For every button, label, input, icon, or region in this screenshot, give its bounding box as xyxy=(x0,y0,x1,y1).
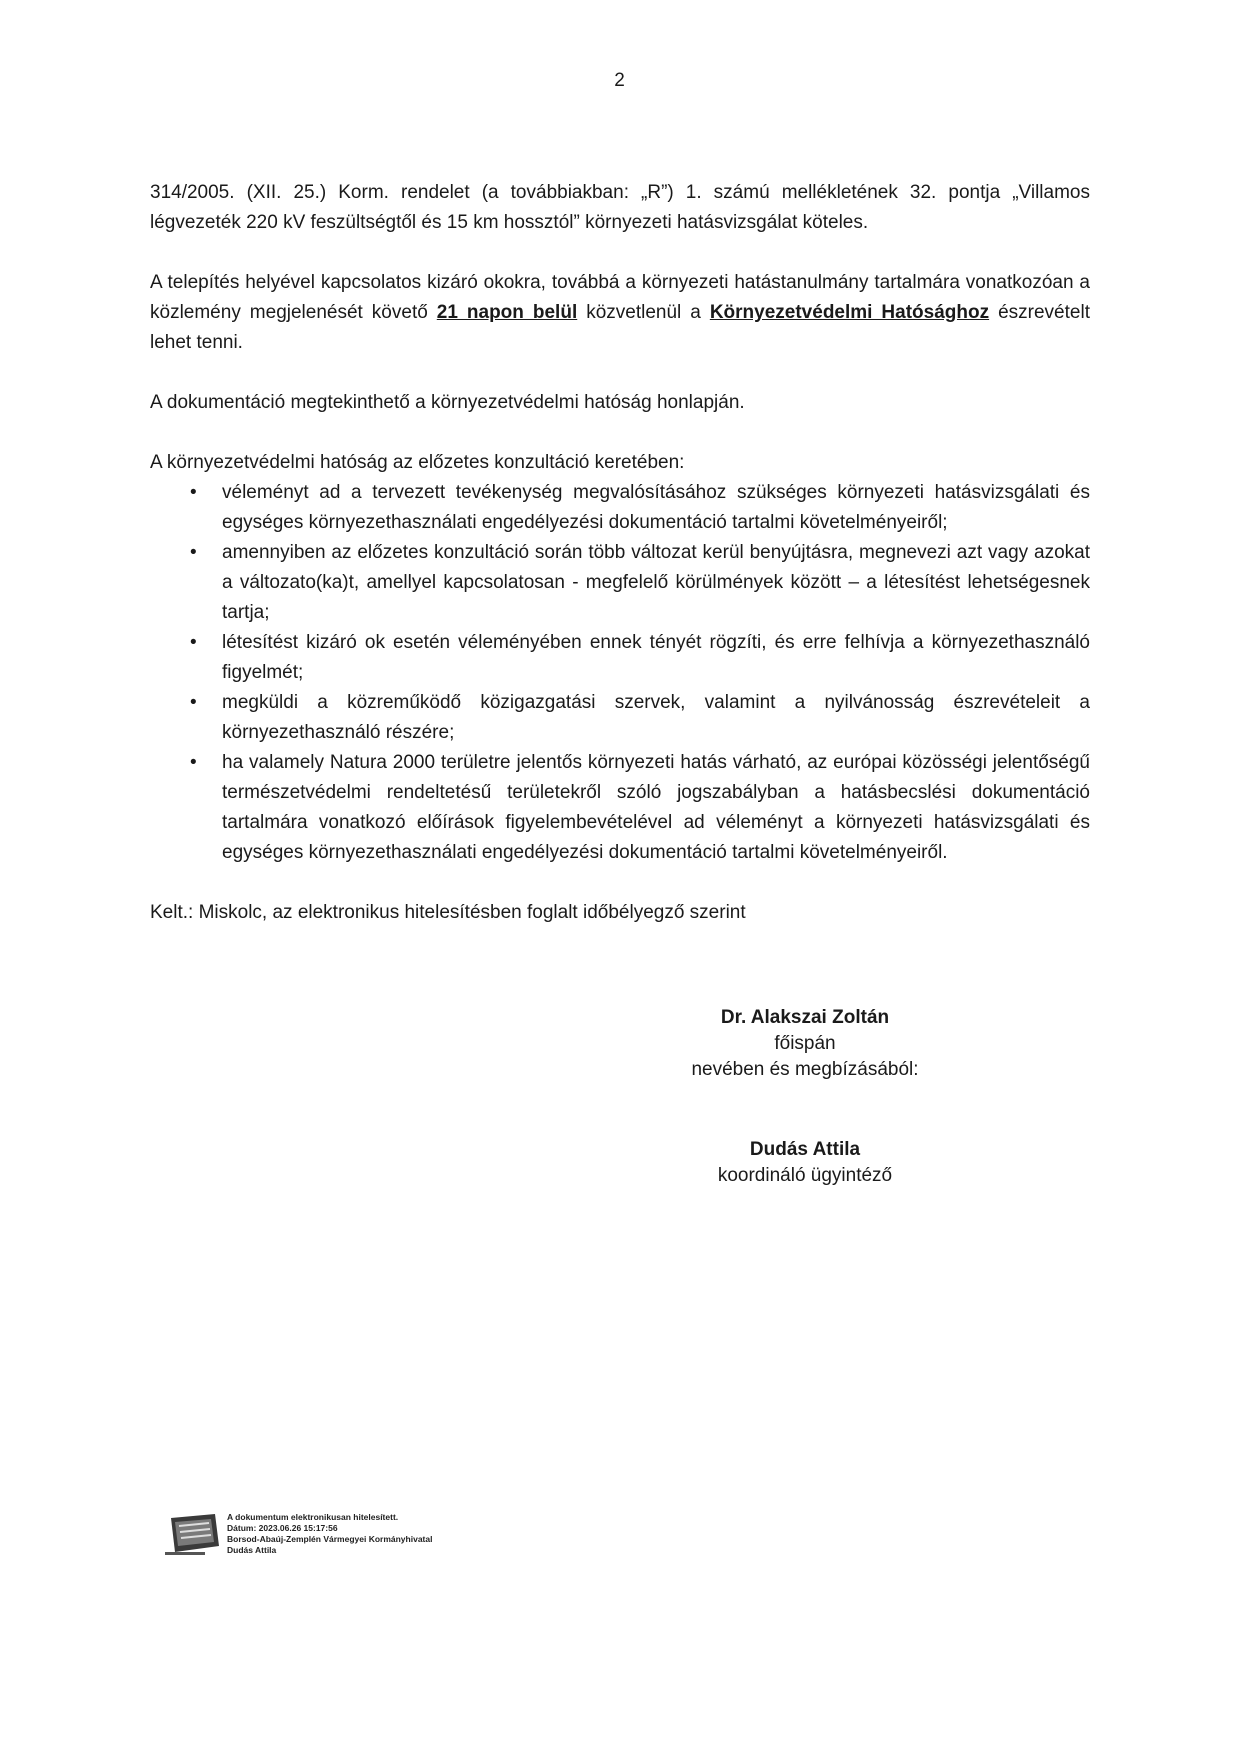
list-item: • ha valamely Natura 2000 területre jelentős környezeti hatás várható, az európai közösségi jelentőségű természetvédelmi rendeltetésű területekről szóló jogszabályban a hatásbecslési dokumentáció tartalmára vonatkozó előírások figyelembevételével ad véleményt a környezeti hatásvizsgálati és egységes környezethasználati engedélyezési dokumentáció tartalmi követelményeiről. xyxy=(150,748,1090,868)
officer-name: Dudás Attila xyxy=(749,1139,861,1160)
stamp-date: Dátum: 2023.06.26 15:17:56 xyxy=(227,1523,338,1533)
e-signature-stamp-icon xyxy=(163,1512,221,1558)
signature-block-officer xyxy=(665,1137,945,1189)
paragraph-documentation: A dokumentáció megtekinthető a környezetvédelmi hatóság honlapján. xyxy=(150,392,745,413)
paragraph-comment-deadline xyxy=(150,268,1090,358)
list-item: • létesítést kizáró ok esetén véleményében ennek tényét rögzíti, és erre felhívja a környezethasználó figyelmét; xyxy=(150,628,1090,688)
deadline-text: 21 napon belül xyxy=(436,302,578,323)
consultation-list xyxy=(150,478,1090,868)
list-item: • amennyiben az előzetes konzultáció során több változat kerül benyújtásra, megnevezi azt vagy azokat a változato(ka)t, amellyel kapcsolatosan - megfelelő körülmények között – a létesítést lehetségesnek tartja; xyxy=(150,538,1090,628)
paragraph-text: A telepítés helyével kapcsolatos kizáró okokra, továbbá a környezeti hatástanulmány tartalmára vonatkozóan a közlemény megjelenését követő xyxy=(150,272,1090,323)
stamp-office: Borsod-Abaúj-Zemplén Vármegyei Kormányhivatal xyxy=(227,1534,433,1544)
document-body xyxy=(150,178,1090,928)
paragraph-text: közvetlenül a xyxy=(577,302,710,323)
paragraph-consultation-intro: A környezetvédelmi hatóság az előzetes konzultáció keretében: xyxy=(150,452,685,473)
stamp-signer: Dudás Attila xyxy=(227,1545,277,1555)
signatory-mandate: nevében és megbízásából: xyxy=(691,1059,919,1080)
list-item: • véleményt ad a tervezett tevékenység megvalósításához szükséges környezeti hatásvizsgálati és egységes környezethasználati engedélyezési dokumentáció tartalmi követelményeiről; xyxy=(150,478,1090,538)
signature-block-main xyxy=(665,1005,945,1083)
paragraph-text: észrevételt lehet tenni. xyxy=(150,302,1090,353)
officer-title: koordináló ügyintéző xyxy=(717,1165,893,1186)
authority-name: Környezetvédelmi Hatósághoz xyxy=(709,302,990,323)
stamp-text xyxy=(227,1512,432,1556)
paragraph-regulation: 314/2005. (XII. 25.) Korm. rendelet (a továbbiakban: „R”) 1. számú mellékletének 32. pontja „Villamos légvezeték 220 kV feszültségtől és 15 km hossztól” környezeti hatásvizsgálat köteles. xyxy=(150,182,1090,233)
e-signature-stamp xyxy=(163,1512,432,1558)
page-number: 2 xyxy=(614,70,625,91)
kelt-line: Kelt.: Miskolc, az elektronikus hitelesítésben foglalt időbélyegző szerint xyxy=(150,902,746,923)
stamp-line: A dokumentum elektronikusan hitelesített. xyxy=(227,1512,399,1522)
list-item: • megküldi a közreműködő közigazgatási szervek, valamint a nyilvánosság észrevételeit a környezethasználó részére; xyxy=(150,688,1090,748)
signatory-name: Dr. Alakszai Zoltán xyxy=(720,1007,890,1028)
signatory-title: főispán xyxy=(774,1033,836,1054)
